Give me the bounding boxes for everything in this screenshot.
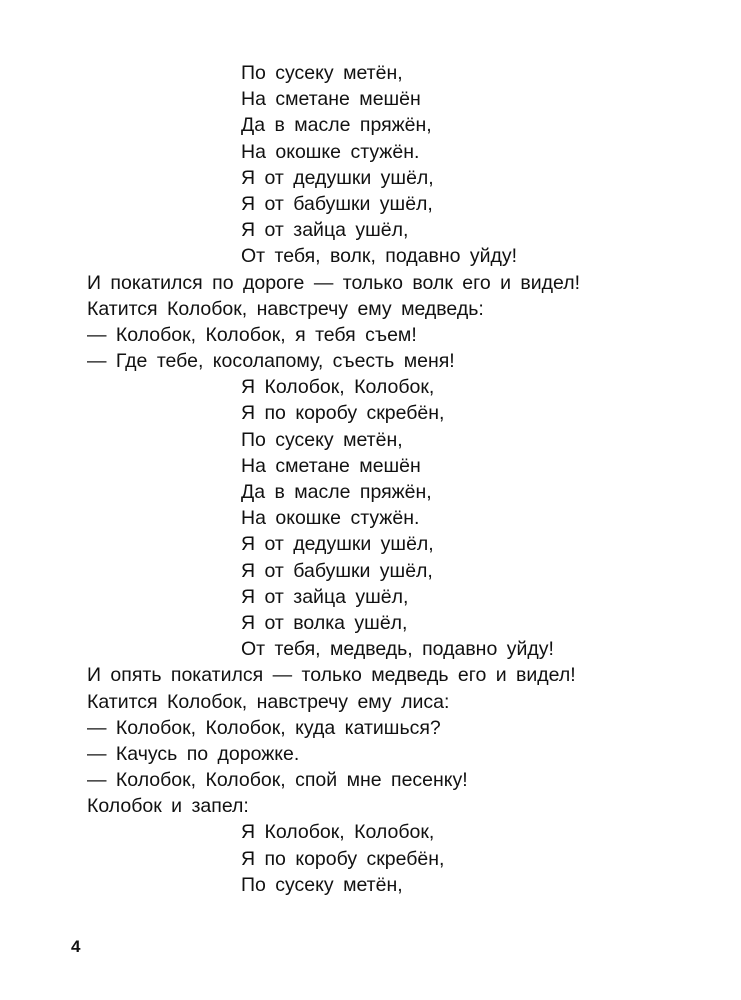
prose-line: И покатился по дороге — только волк его и видел! <box>87 271 581 294</box>
prose-line: Катится Колобок, навстречу ему медведь: <box>87 297 484 320</box>
prose-line: — Где тебе, косолапому, съесть меня! <box>87 350 455 373</box>
prose-line: — Колобок, Колобок, я тебя съем! <box>87 323 417 346</box>
prose-line: Колобок и запел: <box>87 795 249 818</box>
verse-line: От тебя, волк, подавно уйду! <box>241 245 518 268</box>
prose-line: — Качусь по дорожке. <box>87 742 300 765</box>
verse-line: На сметане мешён <box>241 454 421 477</box>
prose-line: Катится Колобок, навстречу ему лиса: <box>87 690 450 713</box>
verse-line: Да в масле пряжён, <box>241 481 432 503</box>
verse-line: Я от дедушки ушёл, <box>241 533 434 556</box>
verse-line: Я по коробу скребён, <box>241 847 445 870</box>
verse-line: Я от бабушки ушёл, <box>241 559 433 582</box>
verse-line: Я Колобок, Колобок, <box>241 376 435 399</box>
prose-line: И опять покатился — только медведь его и видел! <box>87 664 576 687</box>
verse-line: Я от бабушки ушёл, <box>241 192 433 215</box>
verse-line: По сусеку метён, <box>241 62 403 84</box>
verse-line: Да в масле пряжён, <box>241 114 432 137</box>
verse-line: На окошке стужён. <box>241 507 420 530</box>
verse-line: Я от зайца ушёл, <box>241 219 409 242</box>
verse-line: Я от зайца ушёл, <box>241 585 409 608</box>
verse-line: По сусеку метён, <box>241 873 403 896</box>
verse-line: Я по коробу скребён, <box>241 402 445 425</box>
verse-line: Я от дедушки ушёл, <box>241 166 434 189</box>
verse-line: Я от волка ушёл, <box>241 611 408 634</box>
story-text <box>0 60 741 898</box>
prose-line: — Колобок, Колобок, спой мне песенку! <box>87 769 468 792</box>
verse-line: Я Колобок, Колобок, <box>241 821 435 844</box>
page-number: 4 <box>71 937 81 956</box>
verse-line: На окошке стужён. <box>241 140 420 163</box>
verse-line: На сметане мешён <box>241 88 421 111</box>
verse-line: От тебя, медведь, подавно уйду! <box>241 638 554 661</box>
prose-line: — Колобок, Колобок, куда катишься? <box>87 716 441 739</box>
verse-line: По сусеку метён, <box>241 428 403 451</box>
